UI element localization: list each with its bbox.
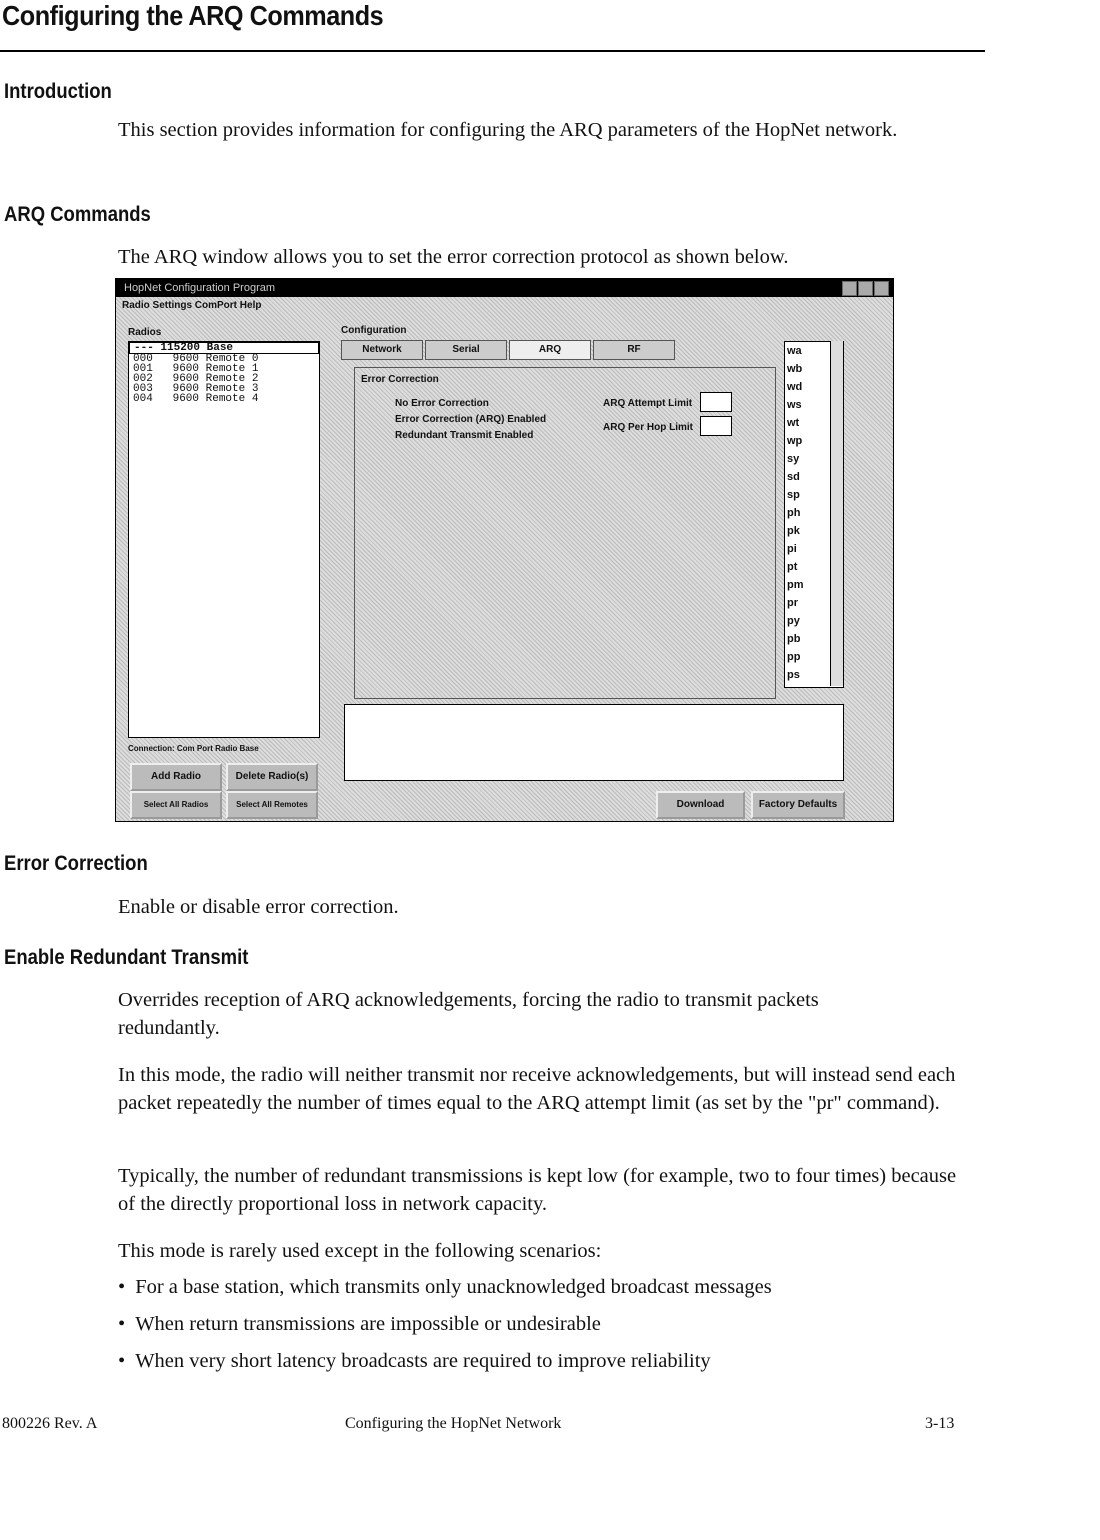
command-item: pr <box>787 597 798 609</box>
tab-rf: RF <box>593 340 675 360</box>
command-item: wa <box>787 345 802 357</box>
output-area <box>344 704 844 781</box>
factory-defaults-button: Factory Defaults <box>751 791 845 819</box>
ert-paragraph-3: Typically, the number of redundant transmissions is kept low (for example, two to four times) because of the directly proportional loss in network capacity. <box>118 1165 957 1215</box>
arq-attempt-limit-label: ARQ Attempt Limit <box>603 398 693 409</box>
command-item: pi <box>787 543 797 555</box>
intro-text: This section provides information for configuring the ARQ parameters of the HopNet network. <box>118 119 898 141</box>
window-title: HopNet Configuration Program <box>124 282 276 294</box>
title-rule <box>0 50 985 52</box>
command-item: sy <box>787 453 800 465</box>
command-item: wb <box>787 363 803 375</box>
error-correction-text: Enable or disable error correction. <box>118 896 399 918</box>
tab-network: Network <box>341 340 423 360</box>
arq-attempt-limit-field <box>700 392 732 412</box>
footer-page-number: 3-13 <box>925 1415 955 1432</box>
bullet-item: • When return transmissions are impossible or undesirable <box>118 1313 601 1335</box>
list-item: --- 115200 Base <box>129 342 319 354</box>
select-all-remotes-button: Select All Remotes <box>226 791 318 819</box>
tab-serial: Serial <box>425 340 507 360</box>
list-item: 003 9600 Remote 3 <box>133 383 259 395</box>
config-tabs <box>341 339 677 360</box>
option-redundant-transmit: Redundant Transmit Enabled <box>395 430 534 441</box>
menu-bar: Radio Settings ComPort Help <box>122 300 262 311</box>
status-label: Connection: Com Port Radio Base <box>128 744 259 753</box>
command-item: wd <box>787 381 803 393</box>
command-item: pt <box>787 561 798 573</box>
window-titlebar <box>116 279 893 297</box>
command-item: py <box>787 615 800 627</box>
command-item: pk <box>787 525 800 537</box>
bullet-text: For a base station, which transmits only unacknowledged broadcast messages <box>135 1276 772 1298</box>
command-item: wp <box>787 435 803 447</box>
option-arq-enabled: Error Correction (ARQ) Enabled <box>395 414 547 425</box>
footer-section: Configuring the HopNet Network <box>345 1415 562 1432</box>
command-item: pm <box>787 579 804 591</box>
ert-paragraph-4: This mode is rarely used except in the following scenarios: <box>118 1240 602 1262</box>
arq-panel <box>354 367 776 699</box>
option-no-error-correction: No Error Correction <box>395 398 489 409</box>
radio-list <box>128 341 320 738</box>
download-button: Download <box>656 791 745 819</box>
add-radio-button: Add Radio <box>130 763 222 791</box>
command-item: sp <box>787 489 800 501</box>
command-item: pb <box>787 633 801 645</box>
bullet-item: • When very short latency broadcasts are required to improve reliability <box>118 1350 711 1372</box>
list-item: 001 9600 Remote 1 <box>133 363 259 375</box>
radios-label: Radios <box>128 327 162 338</box>
list-item: 000 9600 Remote 0 <box>133 353 259 365</box>
select-all-radios-button: Select All Radios <box>130 791 222 819</box>
bullet-text: When return transmissions are impossible or undesirable <box>135 1313 601 1335</box>
command-item: ph <box>787 507 801 519</box>
delete-radio-button: Delete Radio(s) <box>226 763 318 791</box>
ert-paragraph-2: In this mode, the radio will neither transmit nor receive acknowledgements, but will instead send each packet repeatedly the number of times equal to the ARQ attempt limit (as set by the "pr" command). <box>118 1064 956 1114</box>
command-list-scrollbar <box>830 341 843 686</box>
command-item: pp <box>787 651 801 663</box>
command-item: wt <box>787 417 800 429</box>
heading-error-correction: Error Correction <box>4 852 148 875</box>
list-item: 004 9600 Remote 4 <box>133 393 259 405</box>
bullet-item: • For a base station, which transmits only unacknowledged broadcast messages <box>118 1276 772 1298</box>
configuration-label: Configuration <box>341 325 407 336</box>
arq-text: The ARQ window allows you to set the error correction protocol as shown below. <box>118 246 789 268</box>
arq-window-screenshot <box>115 278 894 822</box>
close-icon <box>874 281 889 296</box>
heading-arq-commands: ARQ Commands <box>4 203 151 226</box>
ert-paragraph-1: Overrides reception of ARQ acknowledgements, forcing the radio to transmit packets redundantly. <box>118 989 819 1039</box>
command-item: sd <box>787 471 800 483</box>
bullet-text: When very short latency broadcasts are required to improve reliability <box>135 1350 711 1372</box>
arq-per-hop-limit-field <box>700 416 732 436</box>
heading-enable-redundant-transmit: Enable Redundant Transmit <box>4 946 249 969</box>
tab-arq: ARQ <box>509 340 591 360</box>
command-item: ps <box>787 669 800 681</box>
page-title: Configuring the ARQ Commands <box>2 0 384 31</box>
arq-per-hop-limit-label: ARQ Per Hop Limit <box>603 422 694 433</box>
footer-doc-number: 800226 Rev. A <box>2 1415 98 1432</box>
error-correction-group-label: Error Correction <box>361 374 439 385</box>
list-item: 002 9600 Remote 2 <box>133 373 259 385</box>
command-item: ws <box>787 399 802 411</box>
maximize-icon <box>858 281 873 296</box>
minimize-icon <box>842 281 857 296</box>
heading-introduction: Introduction <box>4 80 112 103</box>
